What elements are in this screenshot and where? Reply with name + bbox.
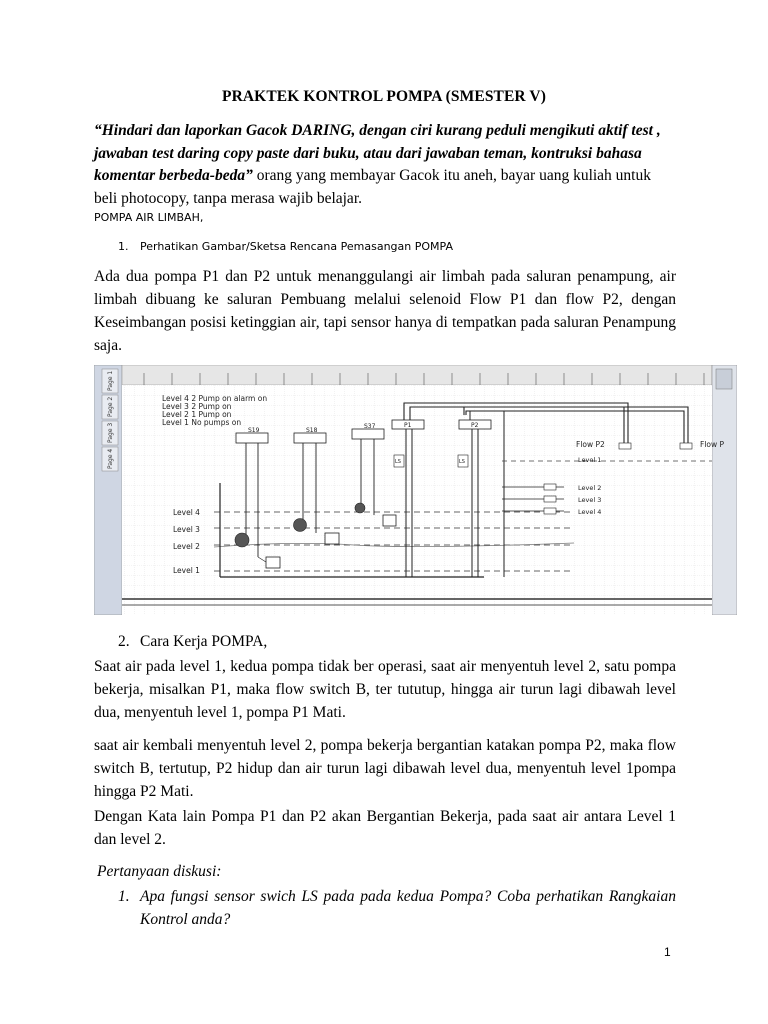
- intro-warning: “Hindari dan laporkan Gacok DARING, dengan ciri kurang peduli mengikuti aktif test , jawaban test daring copy paste dari buku, atau dari jawaban teman, kontruksi bahasa komentar berbeda-beda”: [94, 122, 661, 184]
- pump-label: P1: [404, 422, 412, 429]
- list-item-text: Perhatikan Gambar/Sketsa Rencana Pemasangan POMPA: [140, 240, 453, 253]
- paragraph-operation-2: saat air kembali menyentuh level 2, pompa bekerja bergantian katakan pompa P2, maka flow switch B, tertutup, P2 hidup dan air turun lagi dibawah level dua, menyentuh level 1pompa hingga P2 Mati.: [94, 737, 676, 800]
- intro-paragraph: [94, 120, 676, 210]
- right-level-label: Level 2: [578, 484, 602, 492]
- flow-label: Flow P: [700, 440, 725, 449]
- paragraph-description: Ada dua pompa P1 dan P2 untuk menanggulangi air limbah pada saluran penampung, air limbah dibuang ke saluran Pembuang melalui selenoid Flow P1 dan flow P2, dengan Keseimbangan posisi ketinggian air, tapi sensor hanya di tempatkan pada saluran Penampung saja.: [94, 268, 676, 354]
- flow-label: Flow P2: [576, 440, 605, 449]
- level-label: Level 2: [173, 542, 200, 551]
- tab-label: Page 4: [107, 448, 114, 469]
- right-level-label: Level 1: [578, 456, 602, 464]
- discussion-title: Pertanyaan diskusi:: [97, 863, 222, 880]
- document-title: PRAKTEK KONTROL POMPA (SMESTER V): [222, 88, 546, 105]
- vertical-scrollbar[interactable]: [712, 365, 737, 615]
- list-item-number: 2.: [118, 633, 130, 650]
- legend-line: Level 3 2 Pump on: [162, 402, 232, 411]
- section-heading: POMPA AIR LIMBAH,: [94, 211, 204, 224]
- switch-label: S37: [364, 423, 376, 430]
- level-label: Level 3: [173, 525, 200, 534]
- list-item-text: Cara Kerja POMPA,: [140, 633, 268, 650]
- ruler-ticks: [144, 373, 704, 385]
- paragraph-operation-1: Saat air pada level 1, kedua pompa tidak ber operasi, saat air menyentuh level 2, satu pompa bekerja, misalkan P1, maka flow switch B, ter tututup, hingga air turun lagi dibawah level dua, menyentuh level 1, pompa P1 Mati.: [94, 658, 676, 721]
- list-item-2: [118, 633, 267, 651]
- level-label: Level 4: [173, 508, 200, 517]
- scroll-thumb[interactable]: [716, 369, 732, 389]
- page-number: 1: [664, 945, 671, 959]
- switch-label: S18: [306, 427, 318, 434]
- pump-diagram-figure: [94, 365, 737, 615]
- level-label: Level 1: [173, 566, 200, 575]
- question-number: 1.: [118, 888, 130, 905]
- top-ruler: [122, 365, 712, 385]
- pump-diagram: [94, 365, 737, 615]
- tab-label: Page 1: [107, 370, 114, 391]
- list-item-number: 1.: [118, 240, 129, 253]
- question-text: Apa fungsi sensor swich LS pada pada kedua Pompa? Coba perhatikan Rangkaian Kontrol anda?: [140, 888, 676, 928]
- list-item-1: [118, 240, 453, 253]
- question-item-1: [118, 885, 676, 931]
- legend-line: Level 2 1 Pump on: [162, 410, 232, 419]
- legend-line: Level 1 No pumps on: [162, 418, 242, 427]
- right-level-label: Level 4: [578, 508, 602, 516]
- switch-label: S19: [248, 427, 260, 434]
- right-level-label: Level 3: [578, 496, 602, 504]
- tab-label: Page 3: [107, 422, 114, 443]
- ls-tag: LS: [395, 459, 401, 465]
- intro-remark: orang yang membayar Gacok itu aneh, bayar uang kuliah untuk beli photocopy, tanpa merasa wajib belajar.: [94, 167, 651, 207]
- legend-line: Level 4 2 Pump on alarm on: [162, 394, 268, 403]
- tab-label: Page 2: [107, 396, 114, 417]
- pump-label: P2: [471, 422, 479, 429]
- paragraph-summary: Dengan Kata lain Pompa P1 dan P2 akan Bergantian Bekerja, pada saat air antara Level 1 dan level 2.: [94, 808, 676, 848]
- ls-tag: LS: [459, 459, 465, 465]
